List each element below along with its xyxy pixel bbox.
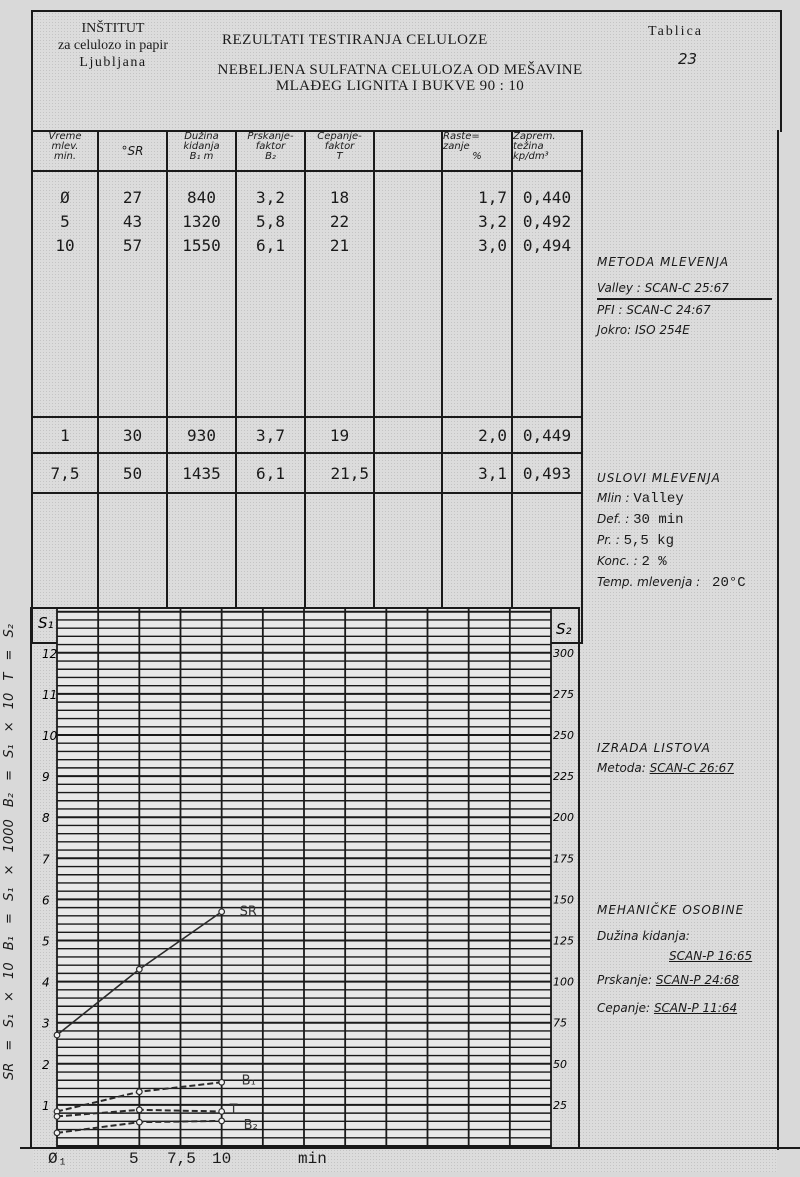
- temperature-line: Temp. mlevenja : 20°C: [597, 575, 746, 591]
- cell-tear-factor: 18 22 21: [305, 171, 374, 417]
- mechanical-heading: MEHANIČKE OSOBINE: [597, 903, 745, 917]
- right-axis-tick-label: 225: [553, 770, 574, 784]
- left-axis-tick-label: 5: [42, 934, 50, 949]
- cell-density: 0,440 0,492 0,494: [512, 171, 582, 417]
- data-point-SR: [54, 1032, 60, 1038]
- breaking-length-method: SCAN-P 16:65: [669, 949, 753, 963]
- table-number: 23: [678, 50, 698, 68]
- tear-line: Cepanje: SCAN-P 11:64: [597, 1001, 738, 1015]
- concentration-line: Konc. : 2 %: [597, 554, 667, 570]
- left-axis-tick-label: 3: [42, 1016, 50, 1031]
- data-point-B₂: [219, 1118, 225, 1124]
- series-label: B₂: [243, 1117, 258, 1133]
- x-tick-label: Ø₁: [48, 1150, 68, 1168]
- cell-stretch: 1,7 3,2 3,0: [442, 171, 512, 417]
- x-tick-label: 10: [212, 1150, 232, 1168]
- series-label: T: [229, 1102, 238, 1118]
- cell: 2,0: [442, 417, 512, 453]
- x-tick-label: 7,5: [167, 1150, 196, 1168]
- col-header-burst-factor: Prskanje- faktor B₂: [236, 131, 305, 171]
- pressure-line: Pr. : 5,5 kg: [597, 533, 674, 549]
- x-tick-label: 5: [129, 1150, 139, 1168]
- left-axis-tick-label: 4: [42, 975, 50, 990]
- subtitle-line-2: MLAĐEG LIGNITA I BUKVE 90 : 10: [275, 78, 525, 94]
- method-line: PFI : SCAN-C 24:67: [597, 303, 711, 317]
- data-point-B₁: [137, 1089, 143, 1095]
- scale-formula-note: SR = S₁ × 10 B₁ = S₁ × 1000 B₂ = S₁ × 10 T = S₂: [2, 623, 17, 1080]
- cell: 930: [167, 417, 236, 453]
- document-title: REZULTATI TESTIRANJA CELULOZE: [222, 32, 488, 48]
- right-axis-tick-label: 125: [553, 934, 574, 948]
- cell: 1435: [167, 453, 236, 493]
- data-point-SR: [137, 966, 143, 972]
- left-axis-tick-label: 1: [42, 1098, 50, 1113]
- left-axis-tick-label: 10: [42, 729, 58, 743]
- cell: 1: [32, 417, 98, 453]
- left-axis-tick-label: 6: [42, 893, 50, 908]
- left-axis-tick-label: 12: [42, 646, 58, 661]
- grinding-conditions-heading: USLOVI MLEVENJA: [597, 471, 721, 485]
- institute-subtitle: za celulozo in papir: [57, 38, 168, 53]
- col-header-time: Vreme mlev. min.: [32, 131, 98, 171]
- cell: 0,493: [512, 453, 582, 493]
- data-point-SR: [219, 909, 225, 915]
- cell-burst-factor: 3,2 5,8 6,1: [236, 171, 305, 417]
- burst-line: Prskanje: SCAN-P 24:68: [597, 973, 740, 987]
- data-point-B₂: [137, 1119, 143, 1125]
- col-header-breaking-length: Dužina kidanja B₁ m: [167, 131, 236, 171]
- right-axis-tick-label: 150: [553, 893, 574, 907]
- institute-city: Ljubljana: [79, 55, 147, 70]
- subtitle-line-1: NEBELJENA SULFATNA CELULOZA OD MEŠAVINE: [217, 62, 583, 78]
- right-axis-tick-label: 300: [553, 646, 574, 660]
- cell: 0,449: [512, 417, 582, 453]
- col-header-sr: °SR: [98, 131, 167, 171]
- method-line: Valley : SCAN-C 25:67: [597, 278, 772, 300]
- cell: 7,5: [32, 453, 98, 493]
- mill-line: Mlin : Valley: [597, 491, 684, 507]
- data-point-B₁: [219, 1079, 225, 1085]
- x-axis-label: min: [298, 1150, 327, 1168]
- series-label: B₁: [241, 1073, 256, 1089]
- cell-breaking-length: 840 1320 1550: [167, 171, 236, 417]
- right-axis-tick-label: 100: [553, 975, 574, 989]
- institute-name: INŠTITUT: [81, 21, 145, 36]
- method-line: Jokro: ISO 254E: [597, 323, 690, 337]
- cell: 21,5: [305, 453, 374, 493]
- data-point-T: [219, 1109, 225, 1115]
- left-axis-tick-label: 8: [42, 811, 50, 826]
- data-point-B₂: [54, 1130, 60, 1136]
- right-axis-tick-label: 250: [553, 729, 574, 742]
- cell: 30: [98, 417, 167, 453]
- sheet-method-line: Metoda: SCAN-C 26:67: [597, 761, 734, 775]
- left-axis-title: S₁: [38, 614, 54, 632]
- right-axis-tick-label: 50: [553, 1057, 567, 1071]
- right-axis-tick-label: 275: [553, 687, 574, 701]
- left-axis-tick-label: 9: [42, 770, 50, 785]
- left-axis-tick-label: 2: [42, 1057, 50, 1072]
- duration-line: Def. : 30 min: [597, 512, 684, 528]
- data-point-T: [54, 1114, 60, 1120]
- right-axis-tick-label: 200: [553, 811, 574, 825]
- left-axis-tick-label: 7: [42, 852, 50, 867]
- right-axis-title: S₂: [556, 620, 572, 638]
- cell-time: Ø 5 10: [32, 171, 98, 417]
- grinding-method-heading: METODA MLEVENJA: [597, 255, 730, 269]
- right-axis-tick-label: 25: [553, 1098, 567, 1112]
- right-axis-tick-label: 175: [553, 852, 574, 866]
- cell: 3,1: [442, 453, 512, 493]
- left-axis-tick-label: 11: [42, 687, 58, 702]
- col-header-tear-factor: Cepanje- faktor T: [305, 131, 374, 171]
- series-label: SR: [239, 904, 257, 920]
- col-header-stretch: Raste= zanje %: [442, 131, 512, 171]
- cell-sr: 27 43 57: [98, 171, 167, 417]
- cell: 3,7: [236, 417, 305, 453]
- table-label: Tablica: [648, 24, 703, 39]
- cell: 50: [98, 453, 167, 493]
- cell: 19: [305, 417, 374, 453]
- col-header-density: Zaprem. težina kp/dm³: [512, 131, 582, 171]
- breaking-length-label: Dužina kidanja:: [597, 929, 690, 943]
- data-point-T: [137, 1107, 143, 1113]
- sheet-making-heading: IZRADA LISTOVA: [597, 741, 711, 755]
- right-axis-tick-label: 75: [553, 1016, 567, 1030]
- cell: 6,1: [236, 453, 305, 493]
